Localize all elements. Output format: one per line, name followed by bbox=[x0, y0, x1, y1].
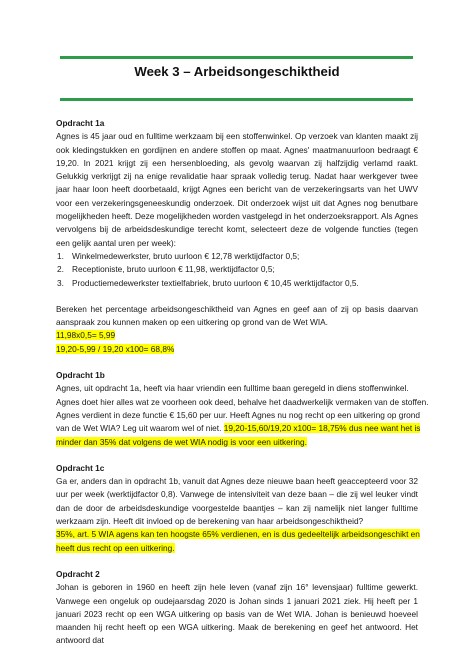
opdracht-1c-answer-line-1: 35%, art. 5 WIA agens kan ten hoogste 65% verdienen, en is dus gedeeltelijk arbeidsongeschikt en bbox=[56, 529, 420, 540]
opdracht-1a-answer-line-1: 11,98x0,5= 5,99 bbox=[56, 330, 116, 341]
opdracht-1c-answer-line-2: heeft dus recht op een uitkering. bbox=[56, 542, 175, 553]
job-list bbox=[56, 250, 418, 290]
opdracht-1c-text: Ga er, anders dan in opdracht 1b, vanuit dat Agnes deze nieuwe baan heeft geaccepteerd voor 32 uur per week (werktijdfactor 0,8). Vanwege de intensiviteit van deze baan – die zij wel leuker vindt dan de door de arbeidsdeskundige voorgestelde baantjes – kan zij namelijk niet langer fulltime werkzaam zijn. Heeft dit invloed op de berekening van haar arbeidsongeschiktheid? bbox=[56, 476, 418, 527]
heading-opdracht-1b: Opdracht 1b bbox=[56, 370, 105, 381]
opdracht-1a-question: Bereken het percentage arbeidsongeschiktheid van Agnes en geef aan of zij op basis daarvan aanspraak zou kunnen maken op een uitkering op grond van de Wet WIA. bbox=[56, 303, 418, 328]
opdracht-2-text: Johan is geboren in 1960 en heeft zijn hele leven (vanaf zijn 16° levensjaar) fulltime gewerkt. Vanwege een ongeluk op oudejaarsdag 2020 is Johan sinds 1 januari 2021 ziek. Hij heeft per 1 januari 2023 recht op een WGA uitkering op basis van de Wet WIA. Johan is benieuwd hoeveel maanden hij recht heeft op een WGA uitkering. Maak de berekening en geef het antwoord. Het antwoord dat bbox=[56, 582, 418, 646]
top-rule bbox=[60, 56, 413, 59]
opdracht-1b-answer-end: minder dan 35% dat volgens de wet WIA nodig is voor een uitkering. bbox=[56, 436, 307, 447]
opdracht-1b-line-4 bbox=[56, 422, 421, 435]
heading-opdracht-1c: Opdracht 1c bbox=[56, 462, 105, 473]
opdracht-1b-question-end: van de Wet WIA? Leg uit waarom wel of niet. bbox=[56, 423, 224, 434]
opdracht-1a-answer-line-2: 19,20-5,99 / 19,20 x100= 68,8% bbox=[56, 343, 175, 354]
bottom-rule bbox=[60, 98, 413, 101]
heading-opdracht-2: Opdracht 2 bbox=[56, 568, 100, 579]
opdracht-1a-intro: Agnes is 45 jaar oud en fulltime werkzaam bij een stoffenwinkel. Op verzoek van klanten maakt zij ook kledingstukken en gordijnen en andere stoffen op maat. Agnes' maatmanuurloon bedraagt € 19,20. In 2021 krijgt zij een hersenbloeding, als gevolg waarvan zij halfzijdig verlamd raakt. Gelukkig verkrijgt zij na enige revalidatie haar spraak volledig terug. Nadat haar werkgever twee jaar haar loon heeft doorbetaald, krijgt Agnes een bericht van de verzekeringsarts van het UWV voor een verzekeringsgeneeskundig onderzoek. Dit onderzoek wijst uit dat Agnes nog benutbare mogelijkheden heeft. Deze mogelijkheden worden vastgelegd in het onderzoeksrapport. Als Agnes vervolgens bij de arbeidsdeskundige terecht komt, selecteert deze de volgende functies (tegen een gelijk aantal uren per week): bbox=[56, 131, 418, 248]
list-item: 3. Productiemedewerkster textielfabriek, bruto uurloon € 10,45 werktijdfactor 0,5. bbox=[57, 277, 359, 288]
list-item: 1. Winkelmedewerkster, bruto uurloon € 12,78 werktijdfactor 0,5; bbox=[57, 250, 300, 261]
page-title: Week 3 – Arbeidsongeschiktheid bbox=[134, 64, 340, 79]
list-item: 2. Receptioniste, bruto uurloon € 11,98, werktijdfactor 0,5; bbox=[57, 264, 275, 275]
opdracht-1b-line-2: Agnes doet hier alles wat ze voorheen ook deed, behalve het daadwerkelijk vermaken van de stoffen. bbox=[56, 396, 429, 407]
heading-opdracht-1a: Opdracht 1a bbox=[56, 118, 105, 128]
opdracht-1b-answer-start: 19,20-15,60/19,20 x100= 18,75% dus nee want het is bbox=[223, 423, 421, 434]
opdracht-1b-line-1: Agnes, uit opdracht 1a, heeft via haar vriendin een fulltime baan geregeld in diens stoffenwinkel. bbox=[56, 383, 409, 394]
document-body bbox=[56, 117, 429, 648]
opdracht-1b-line-3: Agnes verdient in deze functie € 15,60 per uur. Heeft Agnes nu nog recht op een uitkering op grond bbox=[56, 409, 420, 420]
